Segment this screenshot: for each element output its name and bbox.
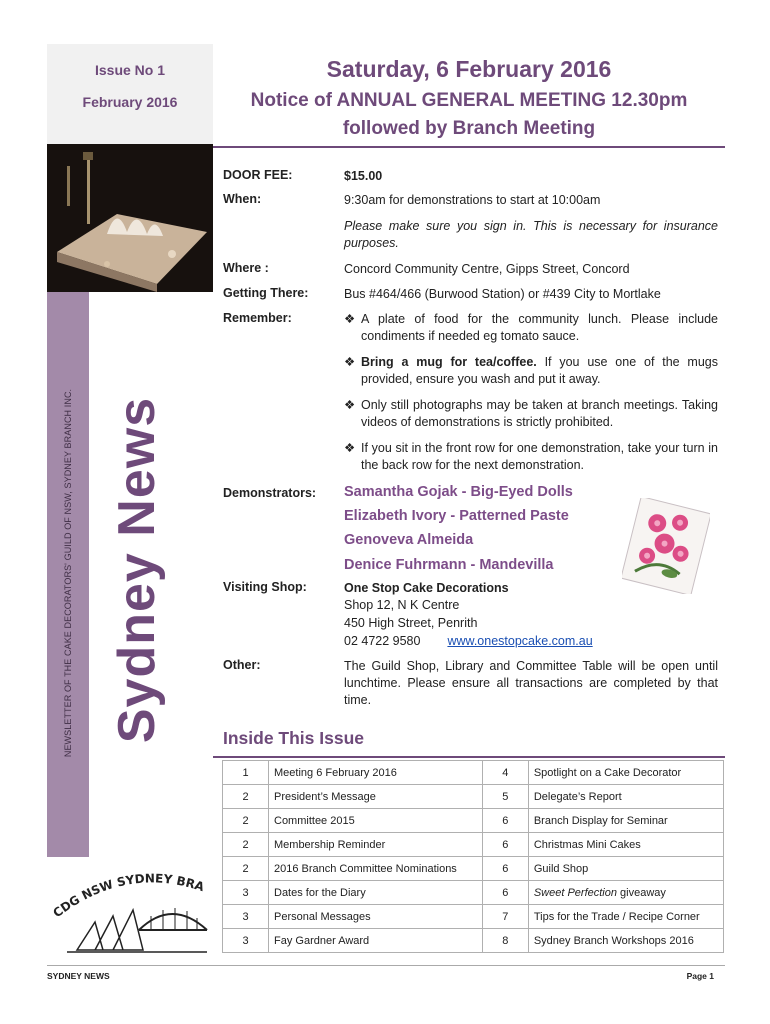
page-number: 7: [482, 905, 528, 929]
page-number: 6: [482, 809, 528, 833]
inside-issue-title: Inside This Issue: [223, 728, 365, 748]
reminder-mug: [344, 354, 718, 388]
article-title: Spotlight on a Cake Decorator: [528, 761, 723, 785]
svg-text:CDG NSW SYDNEY BRANCH: [47, 858, 207, 920]
table-row: [223, 761, 724, 785]
when-value: 9:30am for demonstrations to start at 10:00am: [344, 193, 601, 207]
where-value: Concord Community Centre, Gipps Street, Concord: [344, 262, 630, 276]
reminder-photos-text: Only still photographs may be taken at branch meetings. Taking videos of demonstrations is strictly prohibited.: [361, 398, 718, 429]
footer-page-number: Page 1: [686, 971, 714, 981]
article-title-rest: giveaway: [616, 886, 666, 899]
shop-name: One Stop Cake Decorations: [344, 581, 509, 595]
other-label: Other:: [223, 658, 261, 672]
issue-date: February 2016: [82, 94, 178, 110]
getting-there-label: Getting There:: [223, 286, 309, 300]
remember-label: Remember:: [223, 311, 292, 325]
door-fee-label: DOOR FEE:: [223, 168, 293, 182]
reminder-food: [344, 311, 718, 345]
page-number: 2: [223, 833, 269, 857]
meeting-notice: Notice of ANNUAL GENERAL MEETING 12.30pm: [250, 90, 688, 111]
demonstrator-3: Genoveva Almeida: [344, 532, 474, 548]
article-title: Christmas Mini Cakes: [528, 833, 723, 857]
newsletter-tagline: NEWSLETTER OF THE CAKE DECORATORS' GUILD OF NSW, SYDNEY BRANCH INC.: [63, 388, 73, 758]
demonstrators-label: Demonstrators:: [223, 486, 317, 500]
table-row: [223, 857, 724, 881]
shop-website-link[interactable]: www.onestopcake.com.au: [447, 634, 593, 648]
article-title: Delegate’s Report: [528, 785, 723, 809]
reminder-mug-bold: Bring a mug for tea/coffee.: [361, 355, 537, 369]
page-number: 6: [482, 881, 528, 905]
demonstrator-2: Elizabeth Ivory - Patterned Paste: [344, 508, 569, 524]
table-row: [223, 785, 724, 809]
when-label: When:: [223, 192, 262, 206]
contents-table: [222, 760, 724, 953]
page-number: 3: [223, 881, 269, 905]
article-title: President’s Message: [269, 785, 483, 809]
page-number: 1: [223, 761, 269, 785]
bullet-icon: ❖: [344, 312, 356, 326]
article-title: Committee 2015: [269, 809, 483, 833]
page-number: 5: [482, 785, 528, 809]
table-row: [223, 929, 724, 953]
header-divider: [213, 146, 725, 148]
table-row: [223, 809, 724, 833]
visiting-shop-label: Visiting Shop:: [223, 580, 307, 594]
door-fee-value: $15.00: [344, 169, 383, 183]
page-number: 6: [482, 833, 528, 857]
issue-number: Issue No 1: [94, 62, 166, 78]
bullet-icon: ❖: [344, 355, 356, 369]
bullet-icon: ❖: [344, 398, 356, 412]
getting-there-value: Bus #464/466 (Burwood Station) or #439 City to Mortlake: [344, 287, 661, 301]
table-row: [223, 833, 724, 857]
article-title: Membership Reminder: [269, 833, 483, 857]
shop-contact: [344, 633, 718, 650]
reminder-seating-text: If you sit in the front row for one demonstration, take your turn in the back row for the next demonstration.: [361, 441, 718, 472]
article-title: [528, 881, 723, 905]
other-value: The Guild Shop, Library and Committee Table will be open until lunchtime. Please ensure all transactions are completed by that time.: [344, 659, 718, 707]
reminder-food-text: A plate of food for the community lunch. Please include condiments if needed eg tomato sauce.: [361, 312, 718, 343]
branch-logo: [47, 858, 213, 958]
table-row: [223, 905, 724, 929]
table-row: [223, 881, 724, 905]
article-title: 2016 Branch Committee Nominations: [269, 857, 483, 881]
article-title: Personal Messages: [269, 905, 483, 929]
article-title: Guild Shop: [528, 857, 723, 881]
demonstrator-4: Denice Fuhrmann - Mandevilla: [344, 557, 554, 573]
article-title: Meeting 6 February 2016: [269, 761, 483, 785]
page-number: 2: [223, 785, 269, 809]
sign-in-note: Please make sure you sign in. This is necessary for insurance purposes.: [344, 219, 718, 250]
page-number: 6: [482, 857, 528, 881]
logo-text: CDG NSW SYDNEY BRA: [50, 871, 207, 921]
page-number: 2: [223, 857, 269, 881]
page-number: 4: [482, 761, 528, 785]
page-number: 3: [223, 929, 269, 953]
page-number: 3: [223, 905, 269, 929]
inside-issue-divider: [213, 756, 725, 758]
bullet-icon: ❖: [344, 441, 356, 455]
meeting-date: Saturday, 6 February 2016: [326, 56, 612, 82]
shop-address-1: Shop 12, N K Centre: [344, 598, 460, 612]
page-number: 2: [223, 809, 269, 833]
article-title: Tips for the Trade / Recipe Corner: [528, 905, 723, 929]
article-title-italic: Sweet Perfection: [533, 886, 617, 899]
article-title: Fay Gardner Award: [269, 929, 483, 953]
reminder-photos: [344, 397, 718, 431]
article-title: Dates for the Diary: [269, 881, 483, 905]
meeting-followup: followed by Branch Meeting: [342, 118, 596, 139]
where-label: Where :: [223, 261, 269, 275]
shop-phone: 02 4722 9580: [344, 634, 421, 648]
reminder-seating: [344, 440, 718, 474]
shop-address-2: 450 High Street, Penrith: [344, 616, 478, 630]
cake-photo: [47, 144, 213, 292]
footer-publication: SYDNEY NEWS: [47, 971, 110, 981]
footer-divider: [47, 965, 725, 966]
article-title: Sydney Branch Workshops 2016: [528, 929, 723, 953]
page-number: 8: [482, 929, 528, 953]
newsletter-title: Sydney News: [108, 396, 166, 744]
reminder-mug-text: If you use one of the mugs provided, ensure you wash and put it away.: [361, 355, 718, 386]
article-title: Branch Display for Seminar: [528, 809, 723, 833]
demonstrator-1: Samantha Gojak - Big-Eyed Dolls: [344, 484, 573, 500]
